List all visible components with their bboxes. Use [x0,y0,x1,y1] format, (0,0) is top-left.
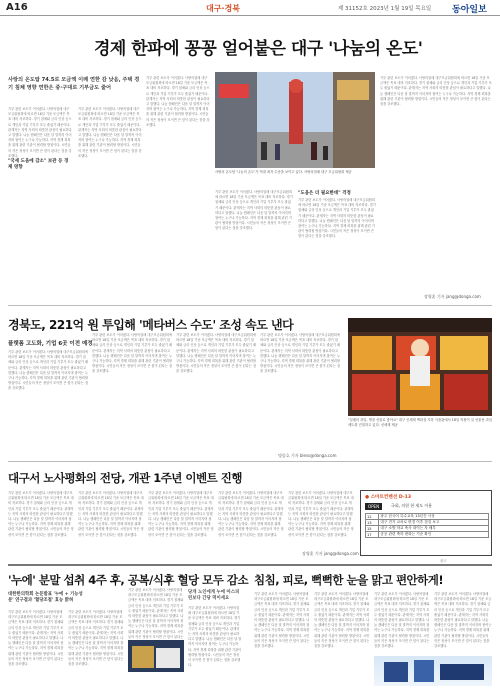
calendar-box [360,490,492,556]
story4-body-col1: 기부 관련 보도가 이어졌다. 사랑의열매 대구모금위원회에 따르면 18일 기준 모금액은 목표 대비 저조하다. 경기 침체와 금리 인상 등으로 개인과 기업 기부가 모두 줄었기 때문이다. 관계자는 지역 사회의 따뜻한 관심이 필요하다고 말했다. 나눔 캠페인은 다음 달 말까지 이어지며 참여는 누구나 가능하다. 지역 경제 회복을 위해 관련 기관이 협력할 방침이다. 시민들의 작은 정성이 모이면 큰 힘이 된다는 점을 강조했다. [8,610,64,667]
table-row: 13 대구 전기 교차로 변경 이후 점검 보고 [366,520,489,526]
divider [8,564,492,566]
story5-body-col4: 기부 관련 보도가 이어졌다. 사랑의열매 대구모금위원회에 따르면 18일 기준 모금액은 목표 대비 저조하다. 경기 침체와 금리 인상 등으로 개인과 기업 기부가 모두 줄었기 때문이다. 관계자는 지역 사회의 따뜻한 관심이 필요하다고 말했다. 나눔 캠페인은 다음 달 말까지 이어지며 참여는 누구나 가능하다. 지역 경제 회복을 위해 관련 기관이 협력할 방침이다. 시민들의 작은 정성이 모이면 큰 힘이 된다는 점을 강조했다. [434,592,492,649]
story3-body-col1: 기부 관련 보도가 이어졌다. 사랑의열매 대구모금위원회에 따르면 18일 기준 모금액은 목표 대비 저조하다. 경기 침체와 금리 인상 등으로 개인과 기업 기부가 모두 줄었기 때문이다. 관계자는 지역 사회의 따뜻한 관심이 필요하다고 말했다. 나눔 캠페인은 다음 달 말까지 이어지며 참여는 누구나 가능하다. 지역 경제 회복을 위해 관련 기관이 협력할 방침이다. 시민들의 작은 정성이 모이면 큰 힘이 된다는 점을 강조했다. [8,491,74,537]
story1-photo-caption: 사랑의 온도탑 ‘나눔의 온도’가 역대 최저 수준을 보이고 있다. 사랑의열매 대구 모금위원회 제공 [215,170,352,174]
story3-body-col5: 기부 관련 보도가 이어졌다. 사랑의열매 대구모금위원회에 따르면 18일 기준 모금액은 목표 대비 저조하다. 경기 침체와 금리 인상 등으로 개인과 기업 기부가 모두 줄었기 때문이다. 관계자는 지역 사회의 따뜻한 관심이 필요하다고 말했다. 나눔 캠페인은 다음 달 말까지 이어지며 참여는 누구나 가능하다. 지역 경제 회복을 위해 관련 기관이 협력할 방침이다. 시민들의 작은 정성이 모이면 큰 힘이 된다는 점을 강조했다. [288,491,354,537]
story2-photo-caption: "설렘의 과일, 명절 선물로 좋아요" 대구 신세계 백화점 지하 식품관에서 18일 직원이 설 선물용 과일 세트를 진열하고 있다. 신세계 제공 [348,418,492,427]
story2-photo [348,318,492,416]
street-photo [215,72,375,168]
story1-lead: 사랑의 온도탑 74.5로 모금액 이례 연한 감 낮음, 주택 경기 침체 영향 연한은 중·구대로 기부금도 줄어 [8,77,140,91]
story5-body-col2: 기부 관련 보도가 이어졌다. 사랑의열매 대구모금위원회에 따르면 18일 기준 모금액은 목표 대비 저조하다. 경기 침체와 금리 인상 등으로 개인과 기업 기부가 모두 줄었기 때문이다. 관계자는 지역 사회의 따뜻한 관심이 필요하다고 말했다. 나눔 캠페인은 다음 달 말까지 이어지며 참여는 누구나 가능하다. 지역 경제 회복을 위해 관련 기관이 협력할 방침이다. 시민들의 작은 정성이 모이면 큰 힘이 된다는 점을 강조했다. [314,592,370,649]
story3-headline: 대구서 노사평화의 전당, 개관 1주년 이벤트 진행 [8,471,242,485]
story1-body-col1: 기부 관련 보도가 이어졌다. 사랑의열매 대구모금위원회에 따르면 18일 기준 모금액은 목표 대비 저조하다. 경기 침체와 금리 인상 등으로 개인과 기업 기부가 모두 줄었기 때문이다. 관계자는 지역 사회의 따뜻한 관심이 필요하다고 말했다. 나눔 캠페인은 다음 달 말까지 이어지며 참여는 누구나 가능하다. 지역 경제 회복을 위해 관련 기관이 협력할 방침이다. 시민들의 작은 정성이 모이면 큰 힘이 된다는 점을 강조했다. [8,107,72,158]
story1-photo [215,72,375,168]
masthead [0,0,500,16]
story2-body-col1: 기부 관련 보도가 이어졌다. 사랑의열매 대구모금위원회에 따르면 18일 기준 모금액은 목표 대비 저조하다. 경기 침체와 금리 인상 등으로 개인과 기업 기부가 모두 줄었기 때문이다. 관계자는 지역 사회의 따뜻한 관심이 필요하다고 말했다. 나눔 캠페인은 다음 달 말까지 이어지며 참여는 누구나 가능하다. 지역 경제 회복을 위해 관련 기관이 협력할 방침이다. 시민들의 작은 정성이 모이면 큰 힘이 된다는 점을 강조했다. [8,350,88,391]
story1-body-col2: 기부 관련 보도가 이어졌다. 사랑의열매 대구모금위원회에 따르면 18일 기준 모금액은 목표 대비 저조하다. 경기 침체와 금리 인상 등으로 개인과 기업 기부가 모두 줄었기 때문이다. 관계자는 지역 사회의 따뜻한 관심이 필요하다고 말했다. 나눔 캠페인은 다음 달 말까지 이어지며 참여는 누구나 가능하다. 지역 경제 회복을 위해 관련 기관이 협력할 방침이다. 시민들의 작은 정성이 모이면 큰 힘이 된다는 점을 강조했다. [78,107,142,158]
story3-body-col3: 기부 관련 보도가 이어졌다. 사랑의열매 대구모금위원회에 따르면 18일 기준 모금액은 목표 대비 저조하다. 경기 침체와 금리 인상 등으로 개인과 기업 기부가 모두 줄었기 때문이다. 관계자는 지역 사회의 따뜻한 관심이 필요하다고 말했다. 나눔 캠페인은 다음 달 말까지 이어지며 참여는 누구나 가능하다. 지역 경제 회복을 위해 관련 기관이 협력할 방침이다. 시민들의 작은 정성이 모이면 큰 힘이 된다는 점을 강조했다. [148,491,214,537]
story5-body-col3: 기부 관련 보도가 이어졌다. 사랑의열매 대구모금위원회에 따르면 18일 기준 모금액은 목표 대비 저조하다. 경기 침체와 금리 인상 등으로 개인과 기업 기부가 모두 줄었기 때문이다. 관계자는 지역 사회의 따뜻한 관심이 필요하다고 말했다. 나눔 캠페인은 다음 달 말까지 이어지며 참여는 누구나 가능하다. 지역 경제 회복을 위해 관련 기관이 협력할 방침이다. 시민들의 작은 정성이 모이면 큰 힘이 된다는 점을 강조했다. [374,592,430,649]
story1-sidebar-head: "도움은 더 필요한데" 걱정 [298,191,351,196]
newspaper-logo: 동아일보 [452,5,487,15]
story1-subhead: "국세 도움에 감소" 보관 등 경제 영향 [8,158,72,170]
eye-product-photo [374,656,492,686]
story2-body-col3: 기부 관련 보도가 이어졌다. 사랑의열매 대구모금위원회에 따르면 18일 기준 모금액은 목표 대비 저조하다. 경기 침체와 금리 인상 등으로 개인과 기업 기부가 모두 줄었기 때문이다. 관계자는 지역 사회의 따뜻한 관심이 필요하다고 말했다. 나눔 캠페인은 다음 달 말까지 이어지며 참여는 누구나 가능하다. 지역 경제 회복을 위해 관련 기관이 협력할 방침이다. 시민들의 작은 정성이 모이면 큰 힘이 된다는 점을 강조했다. [176,333,256,374]
story1-body-col3: 기부 관련 보도가 이어졌다. 사랑의열매 대구모금위원회에 따르면 18일 기준 모금액은 목표 대비 저조하다. 경기 침체와 금리 인상 등으로 개인과 기업 기부가 모두 줄었기 때문이다. 관계자는 지역 사회의 따뜻한 관심이 필요하다고 말했다. 나눔 캠페인은 다음 달 말까지 이어지며 참여는 누구나 가능하다. 지역 경제 회복을 위해 관련 기관이 협력할 방침이다. 시민들의 작은 정성이 모이면 큰 힘이 된다는 점을 강조했다. [146,76,210,127]
story2-body-col4: 기부 관련 보도가 이어졌다. 사랑의열매 대구모금위원회에 따르면 18일 기준 모금액은 목표 대비 저조하다. 경기 침체와 금리 인상 등으로 개인과 기업 기부가 모두 줄었기 때문이다. 관계자는 지역 사회의 따뜻한 관심이 필요하다고 말했다. 나눔 캠페인은 다음 달 말까지 이어지며 참여는 누구나 가능하다. 지역 경제 회복을 위해 관련 기관이 협력할 방침이다. 시민들의 작은 정성이 모이면 큰 힘이 된다는 점을 강조했다. [260,333,340,374]
fruit-photo [348,318,492,416]
story4-body-col2: 기부 관련 보도가 이어졌다. 사랑의열매 대구모금위원회에 따르면 18일 기준 모금액은 목표 대비 저조하다. 경기 침체와 금리 인상 등으로 개인과 기업 기부가 모두 줄었기 때문이다. 관계자는 지역 사회의 따뜻한 관심이 필요하다고 말했다. 나눔 캠페인은 다음 달 말까지 이어지며 참여는 누구나 가능하다. 지역 경제 회복을 위해 관련 기관이 협력할 방침이다. 시민들의 작은 정성이 모이면 큰 힘이 된다는 점을 강조했다. [68,610,124,667]
story4-inset-title: 당개 노인에게 누에 아스피린보다 간당 먹이세요 [188,590,240,601]
issue-date: 제 31152호 2023년 1월 19일 목요일 [338,6,432,12]
story1-body-col5: 기부 관련 보도가 이어졌다. 사랑의열매 대구모금위원회에 따르면 18일 기준 모금액은 목표 대비 저조하다. 경기 침체와 금리 인상 등으로 개인과 기업 기부가 모두 줄었기 때문이다. 관계자는 지역 사회의 따뜻한 관심이 필요하다고 말했다. 나눔 캠페인은 다음 달 말까지 이어지며 참여는 누구나 가능하다. 지역 경제 회복을 위해 관련 기관이 협력할 방침이다. 시민들의 작은 정성이 모이면 큰 힘이 된다는 점을 강조했다. [298,198,376,239]
table-row: 12 광주 한국어 특수교육 13년간 사상 [366,514,489,520]
story3-byline: 장영훈 기자 jang@donga.com [302,551,359,556]
story4-body-col4: 기부 관련 보도가 이어졌다. 사랑의열매 대구모금위원회에 따르면 18일 기준 모금액은 목표 대비 저조하다. 경기 침체와 금리 인상 등으로 개인과 기업 기부가 모두 줄었기 때문이다. 관계자는 지역 사회의 따뜻한 관심이 필요하다고 말했다. 나눔 캠페인은 다음 달 말까지 이어지며 참여는 누구나 가능하다. 지역 경제 회복을 위해 관련 기관이 협력할 방침이다. 시민들의 작은 정성이 모이면 큰 힘이 된다는 점을 강조했다. [188,606,242,668]
calendar-table [365,513,489,538]
divider [8,461,492,462]
calendar-badge: OPEN [365,503,382,510]
story3-body-col4: 기부 관련 보도가 이어졌다. 사랑의열매 대구모금위원회에 따르면 18일 기준 모금액은 목표 대비 저조하다. 경기 침체와 금리 인상 등으로 개인과 기업 기부가 모두 줄었기 때문이다. 관계자는 지역 사회의 따뜻한 관심이 필요하다고 말했다. 나눔 캠페인은 다음 달 말까지 이어지며 참여는 누구나 가능하다. 지역 경제 회복을 위해 관련 기관이 협력할 방침이다. 시민들의 작은 정성이 모이면 큰 힘이 된다는 점을 강조했다. [218,491,284,537]
story4-subhead: 대한한의학회 논문발표 '누에 + 기능성분' 연구결과 '혈당조절' 효능 밝혀 [8,592,83,603]
product-box-photo [128,640,184,672]
story2-lead: 플랫폼 고도화, 기업 6곳 이전 예정 [8,341,93,347]
table-row: 17 공공 관련 축하 변화는 기준 확인 [366,532,489,538]
table-row: 15 대구 소방 학교 축사 내이는 자 배부 [366,526,489,532]
story2-body-col2: 기부 관련 보도가 이어졌다. 사랑의열매 대구모금위원회에 따르면 18일 기준 모금액은 목표 대비 저조하다. 경기 침체와 금리 인상 등으로 개인과 기업 기부가 모두 줄었기 때문이다. 관계자는 지역 사회의 따뜻한 관심이 필요하다고 말했다. 나눔 캠페인은 다음 달 말까지 이어지며 참여는 누구나 가능하다. 지역 경제 회복을 위해 관련 기관이 협력할 방침이다. 시민들의 작은 정성이 모이면 큰 힘이 된다는 점을 강조했다. [92,333,172,374]
story5-headline: 침침, 피로, 뻑뻑한 눈을 맑고 편안하게! [254,573,444,587]
story3-body-col2: 기부 관련 보도가 이어졌다. 사랑의열매 대구모금위원회에 따르면 18일 기준 모금액은 목표 대비 저조하다. 경기 침체와 금리 인상 등으로 개인과 기업 기부가 모두 줄었기 때문이다. 관계자는 지역 사회의 따뜻한 관심이 필요하다고 말했다. 나눔 캠페인은 다음 달 말까지 이어지며 참여는 누구나 가능하다. 지역 경제 회복을 위해 관련 기관이 협력할 방침이다. 시민들의 작은 정성이 모이면 큰 힘이 된다는 점을 강조했다. [78,491,144,537]
calendar-title: ● 스마트컨벤션 D-13 [365,495,412,500]
story2-headline: 경북도, 221억 원 투입해 '메타버스 수도' 조성 속도 낸다 [8,318,294,332]
story5-body-col1: 기부 관련 보도가 이어졌다. 사랑의열매 대구모금위원회에 따르면 18일 기준 모금액은 목표 대비 저조하다. 경기 침체와 금리 인상 등으로 개인과 기업 기부가 모두 줄었기 때문이다. 관계자는 지역 사회의 따뜻한 관심이 필요하다고 말했다. 나눔 캠페인은 다음 달 말까지 이어지며 참여는 누구나 가능하다. 지역 경제 회복을 위해 관련 기관이 협력할 방침이다. 시민들의 작은 정성이 모이면 큰 힘이 된다는 점을 강조했다. [254,592,310,649]
calendar-subtitle: 국회, 의원 현 제도 이용 [391,503,433,508]
divider [8,305,492,306]
story1-body-col4: 기부 관련 보도가 이어졌다. 사랑의열매 대구모금위원회에 따르면 18일 기준 모금액은 목표 대비 저조하다. 경기 침체와 금리 인상 등으로 개인과 기업 기부가 모두 줄었기 때문이다. 관계자는 지역 사회의 따뜻한 관심이 필요하다고 말했다. 나눔 캠페인은 다음 달 말까지 이어지며 참여는 누구나 가능하다. 지역 경제 회복을 위해 관련 기관이 협력할 방침이다. 시민들의 작은 정성이 모이면 큰 힘이 된다는 점을 강조했다. [215,190,293,231]
story4-headline: '누에' 분말 섭취 4주 후, 공복/식후 혈당 모두 감소 [8,573,249,587]
story1-body-col6: 기부 관련 보도가 이어졌다. 사랑의열매 대구모금위원회에 따르면 18일 기준 모금액은 목표 대비 저조하다. 경기 침체와 금리 인상 등으로 개인과 기업 기부가 모두 줄었기 때문이다. 관계자는 지역 사회의 따뜻한 관심이 필요하다고 말했다. 나눔 캠페인은 다음 달 말까지 이어지며 참여는 누구나 가능하다. 지역 경제 회복을 위해 관련 기관이 협력할 방침이다. 시민들의 작은 정성이 모이면 큰 힘이 된다는 점을 강조했다. [380,76,492,107]
ad-label: 광고 [440,559,447,563]
page-number: A16 [6,2,28,13]
story4-body-col3: 기부 관련 보도가 이어졌다. 사랑의열매 대구모금위원회에 따르면 18일 기준 모금액은 목표 대비 저조하다. 경기 침체와 금리 인상 등으로 개인과 기업 기부가 모두 줄었기 때문이다. 관계자는 지역 사회의 따뜻한 관심이 필요하다고 말했다. 나눔 캠페인은 다음 달 말까지 이어지며 참여는 누구나 가능하다. 지역 경제 회복을 위해 관련 기관이 협력할 방침이다. 시민들의 작은 정성이 모이면 큰 힘이 된다는 [128,588,184,639]
story1-byline: 장영훈 기자 jang@donga.com [424,294,481,299]
section-title: 대구·경북 [206,4,240,13]
story2-byline: 명종호 기자 bless@donga.com [278,453,337,458]
story1-headline: 경제 한파에 꽁꽁 얼어붙은 대구 '나눔의 온도' [94,39,423,59]
